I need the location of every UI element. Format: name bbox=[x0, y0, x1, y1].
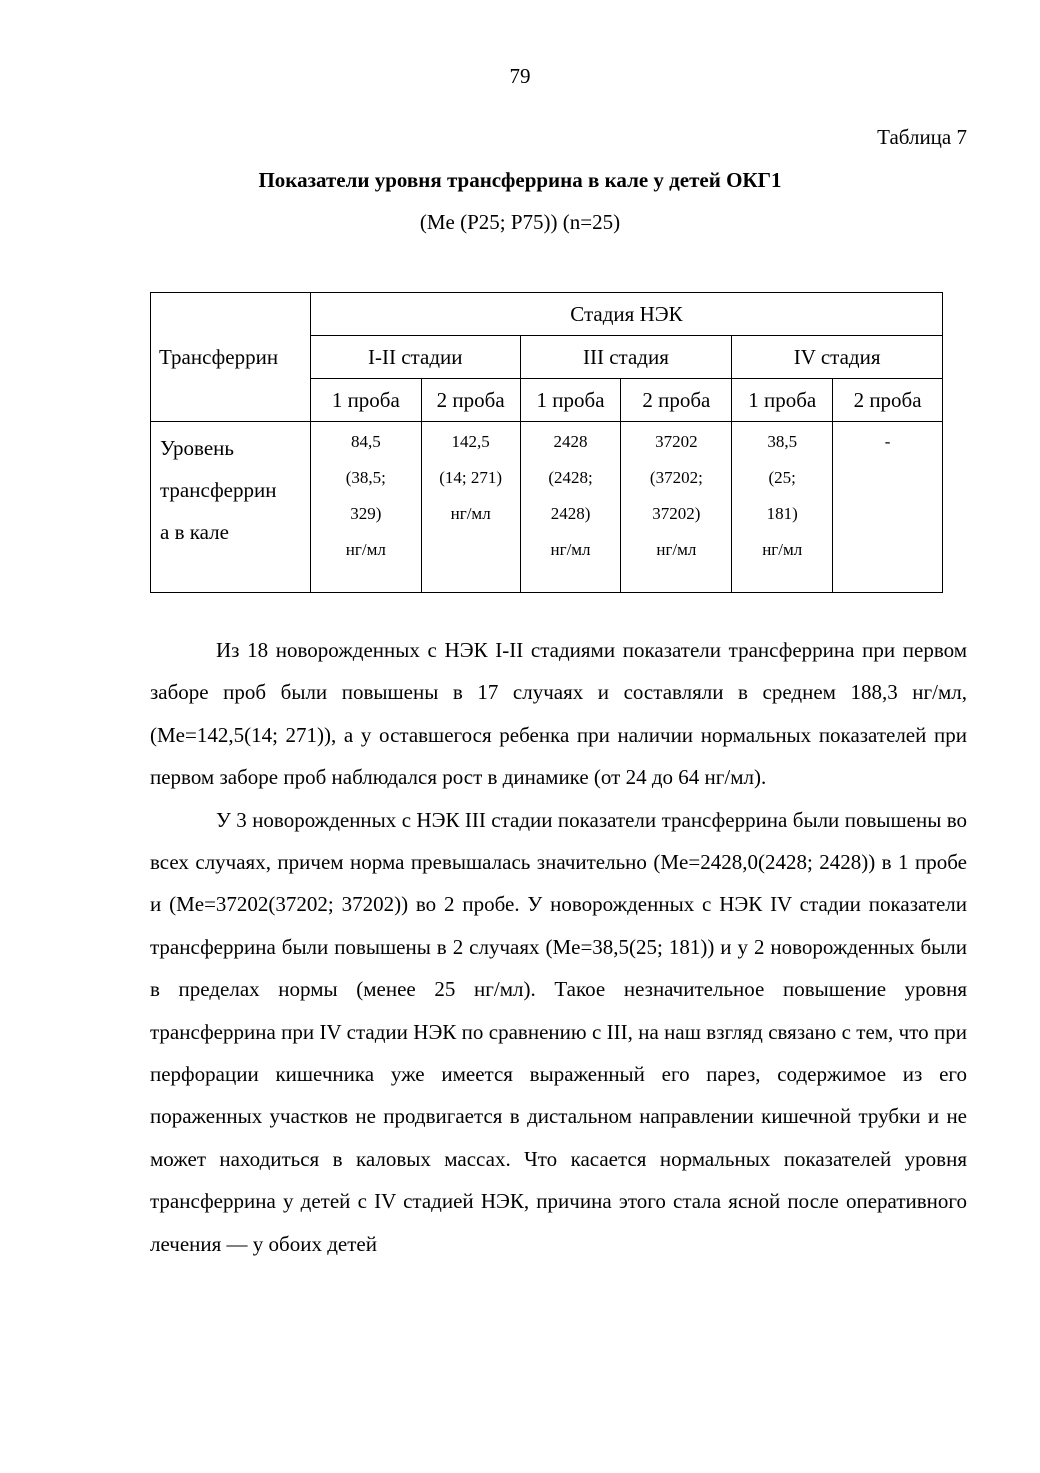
paragraph: Из 18 новорожденных с НЭК I-II стадиями показатели трансферрина при первом заборе проб были повышены в 17 случаях и составляли в среднем 188,3 нг/мл, (Me=142,5(14; 271)), а у оставшегося ребенка при наличии нормальных показателей при первом заборе проб наблюдался рост в динамике (от 24 до 64 нг/мл). bbox=[150, 638, 967, 790]
cell-line: 142,5 bbox=[451, 432, 490, 451]
cell-line: 37202 bbox=[655, 432, 698, 451]
cell-line: (37202; bbox=[649, 468, 703, 487]
page-number: 79 bbox=[509, 64, 531, 88]
cell-line: 2428) bbox=[550, 504, 591, 523]
cell-line: (14; 271) bbox=[439, 468, 503, 487]
stage-header: IV стадия bbox=[732, 336, 943, 379]
data-row-label-line: а в кале bbox=[160, 520, 229, 544]
sample-header: 1 проба bbox=[310, 379, 421, 422]
data-row-label-line: Уровень bbox=[160, 436, 234, 460]
sample-header: 1 проба bbox=[520, 379, 621, 422]
cell-line: 84,5 bbox=[350, 432, 381, 451]
data-row-label-line: трансферрин bbox=[160, 478, 277, 502]
table-cell bbox=[520, 422, 621, 593]
paragraph: У 3 новорожденных с НЭК III стадии показатели трансферрина были повышены во всех случаях, причем норма превышалась значительно (Me=2428,0(2428; 2428)) в 1 пробе и (Me=37202(37202; 37202)) во 2 пробе. У новорожденных с НЭК IV стадии показатели трансферрина были повышены в 2 случаях (Me=38,5(25; 181)) и у 2 новорожденных были в пределах нормы (менее 25 нг/мл). Такое незначительное повышение уровня трансферрина при IV стадии НЭК по сравнению с III, на наш взгляд связано с тем, что при перфорации кишечника уже имеется выраженный его парез, содержимое из его пораженных участков не продвигается в дистальном направлении кишечной трубки и не может находиться в каловых массах. Что касается нормальных показателей уровня трансферрина у детей с IV стадией НЭК, причина этого стала ясной после оперативного лечения — у обоих детей bbox=[150, 807, 967, 1256]
table-subtitle: (Me (P25; P75)) (n=25) bbox=[419, 210, 621, 234]
table-cell bbox=[310, 422, 421, 593]
cell-line: (38,5; bbox=[345, 468, 386, 487]
cell-line: 329) bbox=[350, 504, 382, 523]
cell-line: 181) bbox=[766, 504, 798, 523]
cell-line: 37202) bbox=[652, 504, 701, 523]
cell-line: нг/мл bbox=[762, 540, 803, 559]
cell-line: (25; bbox=[768, 468, 796, 487]
transferrin-table bbox=[150, 292, 943, 593]
sample-header: 2 проба bbox=[621, 379, 732, 422]
table-cell bbox=[732, 422, 833, 593]
table-cell bbox=[833, 422, 943, 593]
cell-line: - bbox=[884, 432, 891, 451]
sample-header: 2 проба bbox=[833, 379, 943, 422]
stage-header: III стадия bbox=[520, 336, 732, 379]
table-row-header: Трансферрин bbox=[151, 293, 311, 422]
table-label: Таблица 7 bbox=[877, 125, 967, 149]
cell-line: (2428; bbox=[548, 468, 593, 487]
stage-header: I-II стадии bbox=[310, 336, 520, 379]
table-cell bbox=[421, 422, 520, 593]
sample-header: 2 проба bbox=[421, 379, 520, 422]
sample-header: 1 проба bbox=[732, 379, 833, 422]
data-row-label bbox=[151, 422, 311, 593]
cell-line: нг/мл bbox=[656, 540, 697, 559]
body-text bbox=[150, 629, 967, 1265]
table-group-header: Стадия НЭК bbox=[310, 293, 942, 336]
table-cell bbox=[621, 422, 732, 593]
cell-line: 38,5 bbox=[767, 432, 798, 451]
cell-line: нг/мл bbox=[345, 540, 386, 559]
cell-line: 2428 bbox=[553, 432, 588, 451]
cell-line: нг/мл bbox=[450, 504, 491, 523]
cell-line: нг/мл bbox=[550, 540, 591, 559]
table-title: Показатели уровня трансферрина в кале у детей ОКГ1 bbox=[258, 168, 782, 192]
